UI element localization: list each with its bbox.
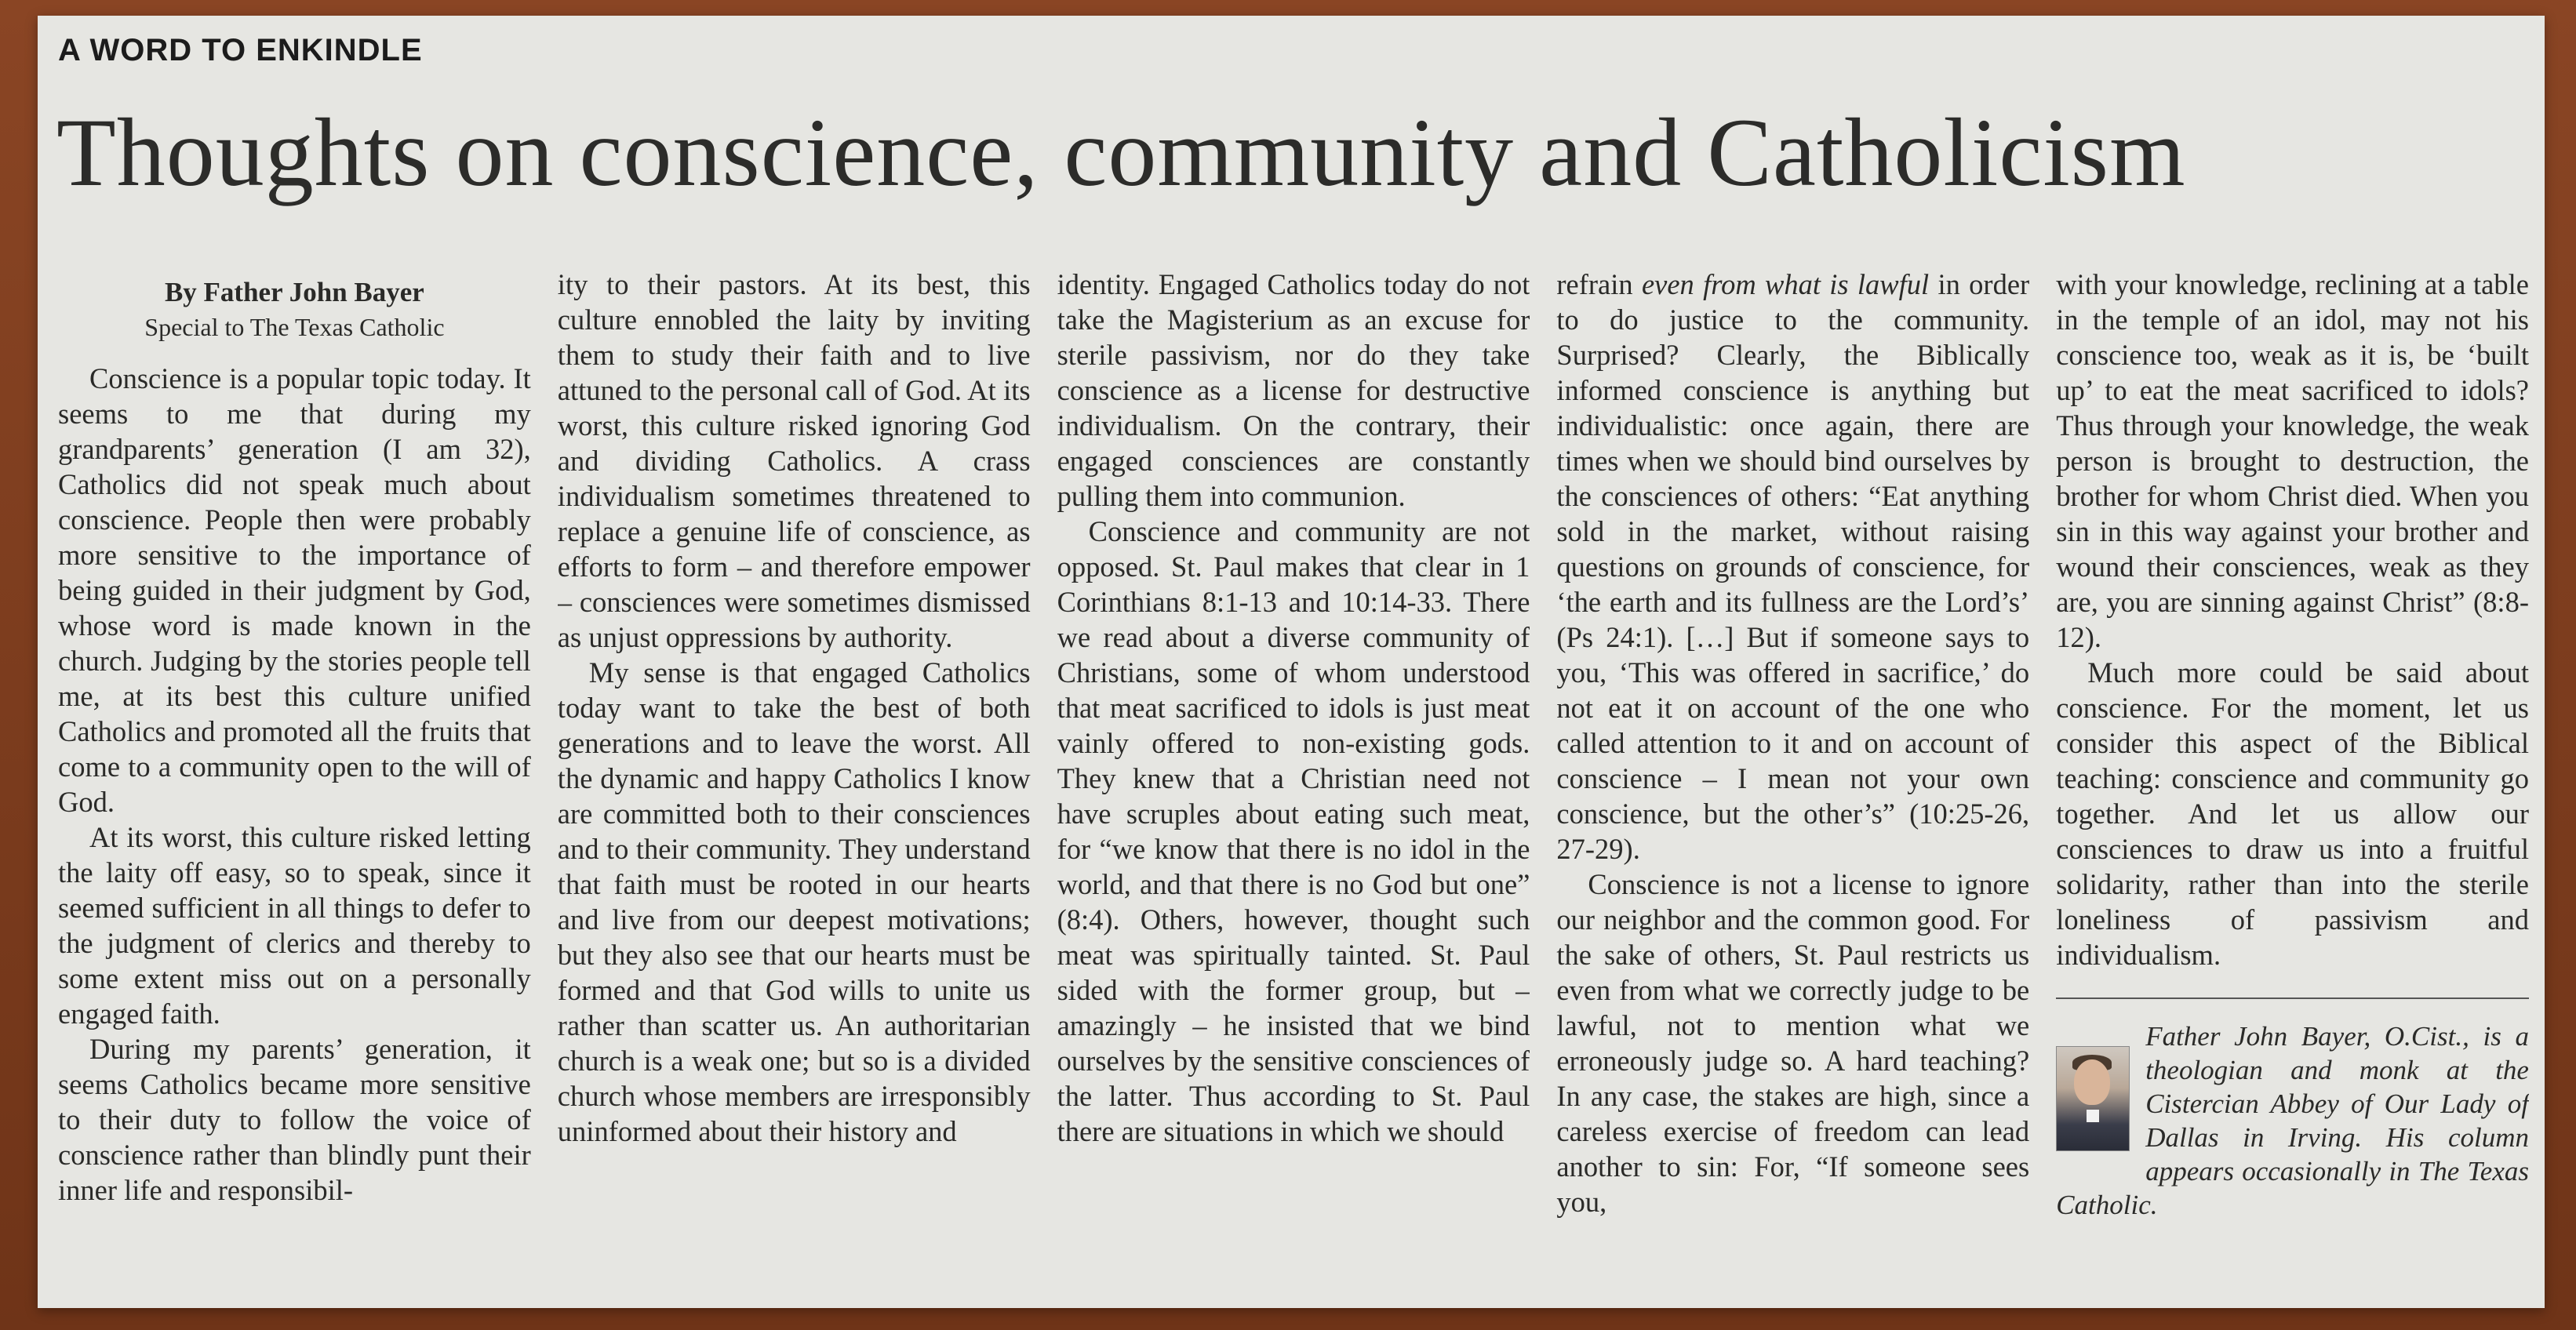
author-photo xyxy=(2056,1046,2130,1151)
paragraph-lead: refrain xyxy=(1556,268,1642,300)
paragraph: During my parents’ generation, it seems Catholics became more sensitive to their duty to follow the voice of conscience rather than blindly punt their inner life and responsibil- xyxy=(58,1033,531,1206)
paragraph: Conscience is not a license to ignore our neighbor and the common good. For the sake of others, St. Paul restricts us even from what we correctly judge to be lawful, not to mention what we erroneously judge so. A hard teaching? In any case, the stakes are high, since a careless exercise of freedom can lead another to sin: For, “If someone sees you, xyxy=(1556,868,2030,1218)
paragraph: Conscience is a popular topic today. It seems to me that during my grandparents’ generation (I am 32), Catholics did not speak much about conscience. People then were probably more sensitive to the importance of being guided in their judgment by God, whose word is made known in the church. Judging by the stories people tell me, at its best this culture unified Catholics and promoted all the fruits that come to a community open to the will of God. xyxy=(58,362,531,818)
article-body xyxy=(58,267,2529,1294)
section-kicker: A WORD TO ENKINDLE xyxy=(58,33,423,67)
column-2 xyxy=(558,267,1031,1294)
emphasis-text: even from what is lawful xyxy=(1641,268,1930,300)
author-bio xyxy=(2056,1019,2529,1222)
divider-rule xyxy=(2056,998,2529,999)
column-4 xyxy=(1556,267,2029,1294)
column-1 xyxy=(58,267,531,1294)
paragraph: Conscience and community are not opposed. St. Paul makes that clear in 1 Corinthians 8:1-13 and 10:14-33. There we read about a diverse community of Christians, some of whom understood that meat sacrificed to idols is just meat vainly offered to non-existing gods. They knew that a Christian need not have scruples about eating such meat, for “we know that there is no idol in the world, and that there is no God but one” (8:4). Others, however, thought such meat was spiritually tainted. St. Paul sided with the former group, but – amazingly – he insisted that we bind ourselves by the sensitive consciences of the latter. Thus according to St. Paul there are situations in which we should xyxy=(1057,515,1530,1147)
byline: By Father John Bayer xyxy=(164,277,424,307)
article-headline: Thoughts on conscience, community and Catholicism xyxy=(56,99,2186,206)
paragraph: ity to their pastors. At its best, this culture ennobled the laity by inviting them to study their faith and to live attuned to the personal call of God. At its worst, this culture risked ignoring God and dividing Catholics. A crass individualism sometimes threatened to replace a genuine life of conscience, as efforts to form – and therefore empower – consciences were sometimes dismissed as unjust oppressions by authority. xyxy=(557,268,1031,653)
paragraph: At its worst, this culture risked letting the laity off easy, so to speak, since it seemed sufficient in all things to defer to the judgment of clerics and thereby to some extent miss out on a personally engaged faith. xyxy=(58,821,531,1030)
paragraph: My sense is that engaged Catholics today want to take the best of both generations and to leave the worst. All the dynamic and happy Catholics I know are committed both to their consciences and to their community. They understand that faith must be rooted in our hearts and live from our deepest motivations; but they also see that our hearts must be formed and that God wills to unite us rather than scatter us. An authoritarian church is a weak one; but so is a divided church whose members are irresponsibly uninformed about their history and xyxy=(557,656,1031,1147)
paragraph: Much more could be said about conscience. For the moment, let us consider this aspect of the Biblical teaching: conscience and community go together. And let us allow our consciences to draw us into a fruitful solidarity, rather than into the sterile loneliness of passivism and individualism. xyxy=(2056,656,2529,971)
paragraph-rest: in order to do justice to the community. Surprised? Clearly, the Biblically informed conscience is anything but individualistic: once again, there are times when we should bind ourselves by the consciences of others: “Eat anything sold in the market, without raising questions on grounds of conscience, for ‘the earth and its fullness are the Lord’s’ (Ps 24:1). […] But if someone says to you, ‘This was offered in sacrifice,’ do not eat it on account of the one who called attention to it and on account of conscience – I mean not your own conscience, but the other’s” (10:25-26, 27-29). xyxy=(1556,268,2030,865)
paragraph: with your knowledge, reclining at a table in the temple of an idol, may not his conscience too, weak as it is, be ‘built up’ to eat the meat sacrificed to idols? Thus through your knowledge, the weak person is brought to destruction, the brother for whom Christ died. When you sin in this way against your brother and wound their consciences, weak as they are, you are sinning against Christ” (8:8-12). xyxy=(2056,268,2529,653)
newspaper-clipping xyxy=(38,16,2545,1308)
byline-affiliation: Special to The Texas Catholic xyxy=(144,313,445,341)
column-5 xyxy=(2056,267,2529,1294)
author-bio-text: Father John Bayer, O.Cist., is a theologian and monk at the Cistercian Abbey of Our Lady of Dallas in Irving. His column appears occasionally in The Texas Catholic. xyxy=(2056,1021,2529,1220)
paragraph: identity. Engaged Catholics today do not take the Magisterium as an excuse for sterile passivism, nor do they take conscience as a license for destructive individualism. On the contrary, their engaged consciences are constantly pulling them into communion. xyxy=(1057,268,1530,512)
column-3 xyxy=(1057,267,1530,1294)
paragraph xyxy=(1556,267,2029,867)
